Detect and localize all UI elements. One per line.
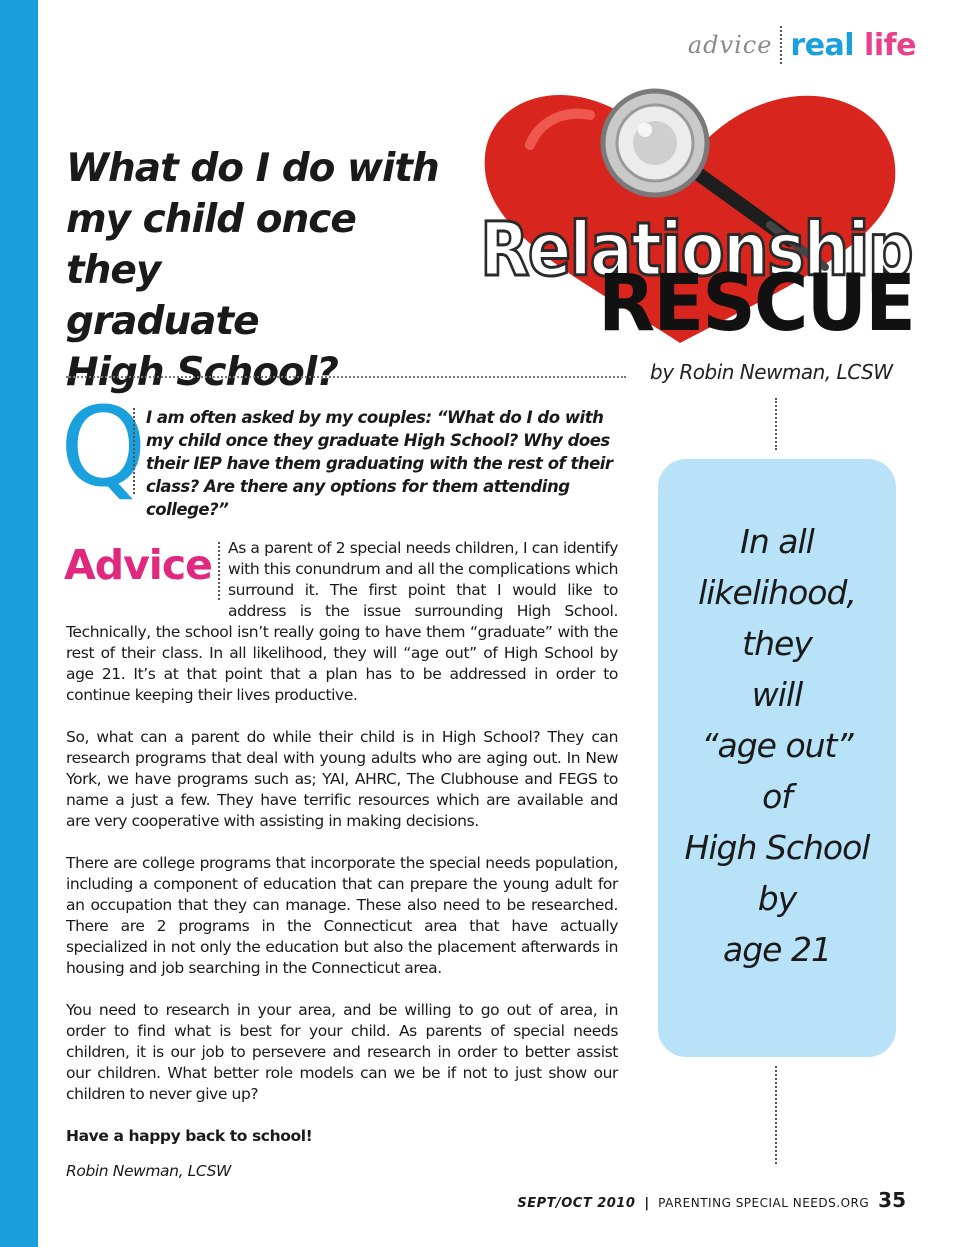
section-sub-label: advice: [687, 31, 773, 59]
advice-body: [66, 538, 618, 1182]
headline: [66, 143, 446, 398]
section-tag: [688, 26, 916, 64]
pull-quote-line: In all: [740, 522, 814, 561]
headline-line: graduate: [66, 299, 259, 344]
byline: by Robin Newman, LCSW: [650, 360, 893, 384]
section-main-label-part2: life: [864, 27, 916, 63]
question-text: I am often asked by my couples: “What do I do with my child once they graduate High School? Why does their IEP have them graduating with the rest of their class? Are there any options for them attending college?”: [146, 408, 613, 519]
section-main-label-part1: real: [790, 27, 865, 63]
pull-quote-line: “age out”: [701, 726, 853, 765]
advice-paragraph: So, what can a parent do while their child is in High School? They can research programs that deal with young adults who are aging out. In New York, we have programs such as; YAI, AHRC, The Clubhouse and FEGS to name a just a few. They have terrific resources which are available and are very cooperative with assisting in making decisions.: [66, 728, 618, 830]
page-number: 35: [878, 1188, 906, 1212]
pull-quote-line: by: [757, 879, 797, 918]
pull-quote-line: likelihood,: [698, 573, 856, 612]
pull-quote-dots-top: [775, 398, 777, 450]
section-main-label: [790, 28, 916, 63]
pull-quote-dots-bottom: [775, 1066, 777, 1164]
footer-separator: |: [644, 1196, 650, 1211]
question-letter: Q: [60, 383, 143, 511]
question-divider: [133, 408, 135, 494]
advice-paragraph: You need to research in your area, and be willing to go out of area, in order to find what is best for your child. As parents of special needs children, it is our job to persevere and research in order to better assist our children. What better role models can we be if not to just show our children to never give up?: [66, 1001, 618, 1103]
pull-quote-line: will: [751, 675, 803, 714]
left-color-bar: [0, 0, 38, 1247]
signoff: Have a happy back to school!: [66, 1127, 313, 1145]
advice-label: Advice: [64, 542, 220, 600]
logo-line2: RESCUE: [598, 259, 914, 349]
footer: [517, 1188, 906, 1212]
pull-quote-line: of: [762, 777, 792, 816]
headline-line: High School?: [66, 350, 338, 395]
logo-line1: Relationship: [480, 207, 912, 293]
pull-quote-line: age 21: [723, 930, 831, 969]
advice-paragraph: As a parent of 2 special needs children, I can identify with this conundrum and all the complications which surround it. The first point that I would like to address is the issue surrounding High School. Technically, the school isn’t really going to have them “graduate” with the rest of their class. In all likelihood, they will “age out” of High School by age 21. It’s at that point that a plan has to be addressed in order to continue keeping their lives productive.: [66, 539, 618, 704]
section-separator: [780, 26, 782, 64]
pull-quote: [658, 459, 896, 1057]
footer-issue: SEPT/OCT 2010: [517, 1196, 636, 1211]
divider: [66, 376, 626, 378]
headline-line: my child once they: [66, 197, 356, 293]
signature: Robin Newman, LCSW: [66, 1162, 231, 1180]
headline-line: What do I do with: [66, 146, 439, 191]
advice-paragraph: There are college programs that incorporate the special needs population, including a component of education that can prepare the young adult for an occupation that they can manage. These also need to be researched. There are 2 programs in the Connecticut area that have actually specialized in not only the education but also the placement afterwards in housing and job searching in the Connecticut area.: [66, 854, 618, 977]
pull-quote-line: they: [742, 624, 812, 663]
relationship-rescue-logo: [470, 75, 920, 355]
pull-quote-line: High School: [684, 828, 870, 867]
footer-site: PARENTING SPECIAL NEEDS.ORG: [658, 1196, 870, 1210]
